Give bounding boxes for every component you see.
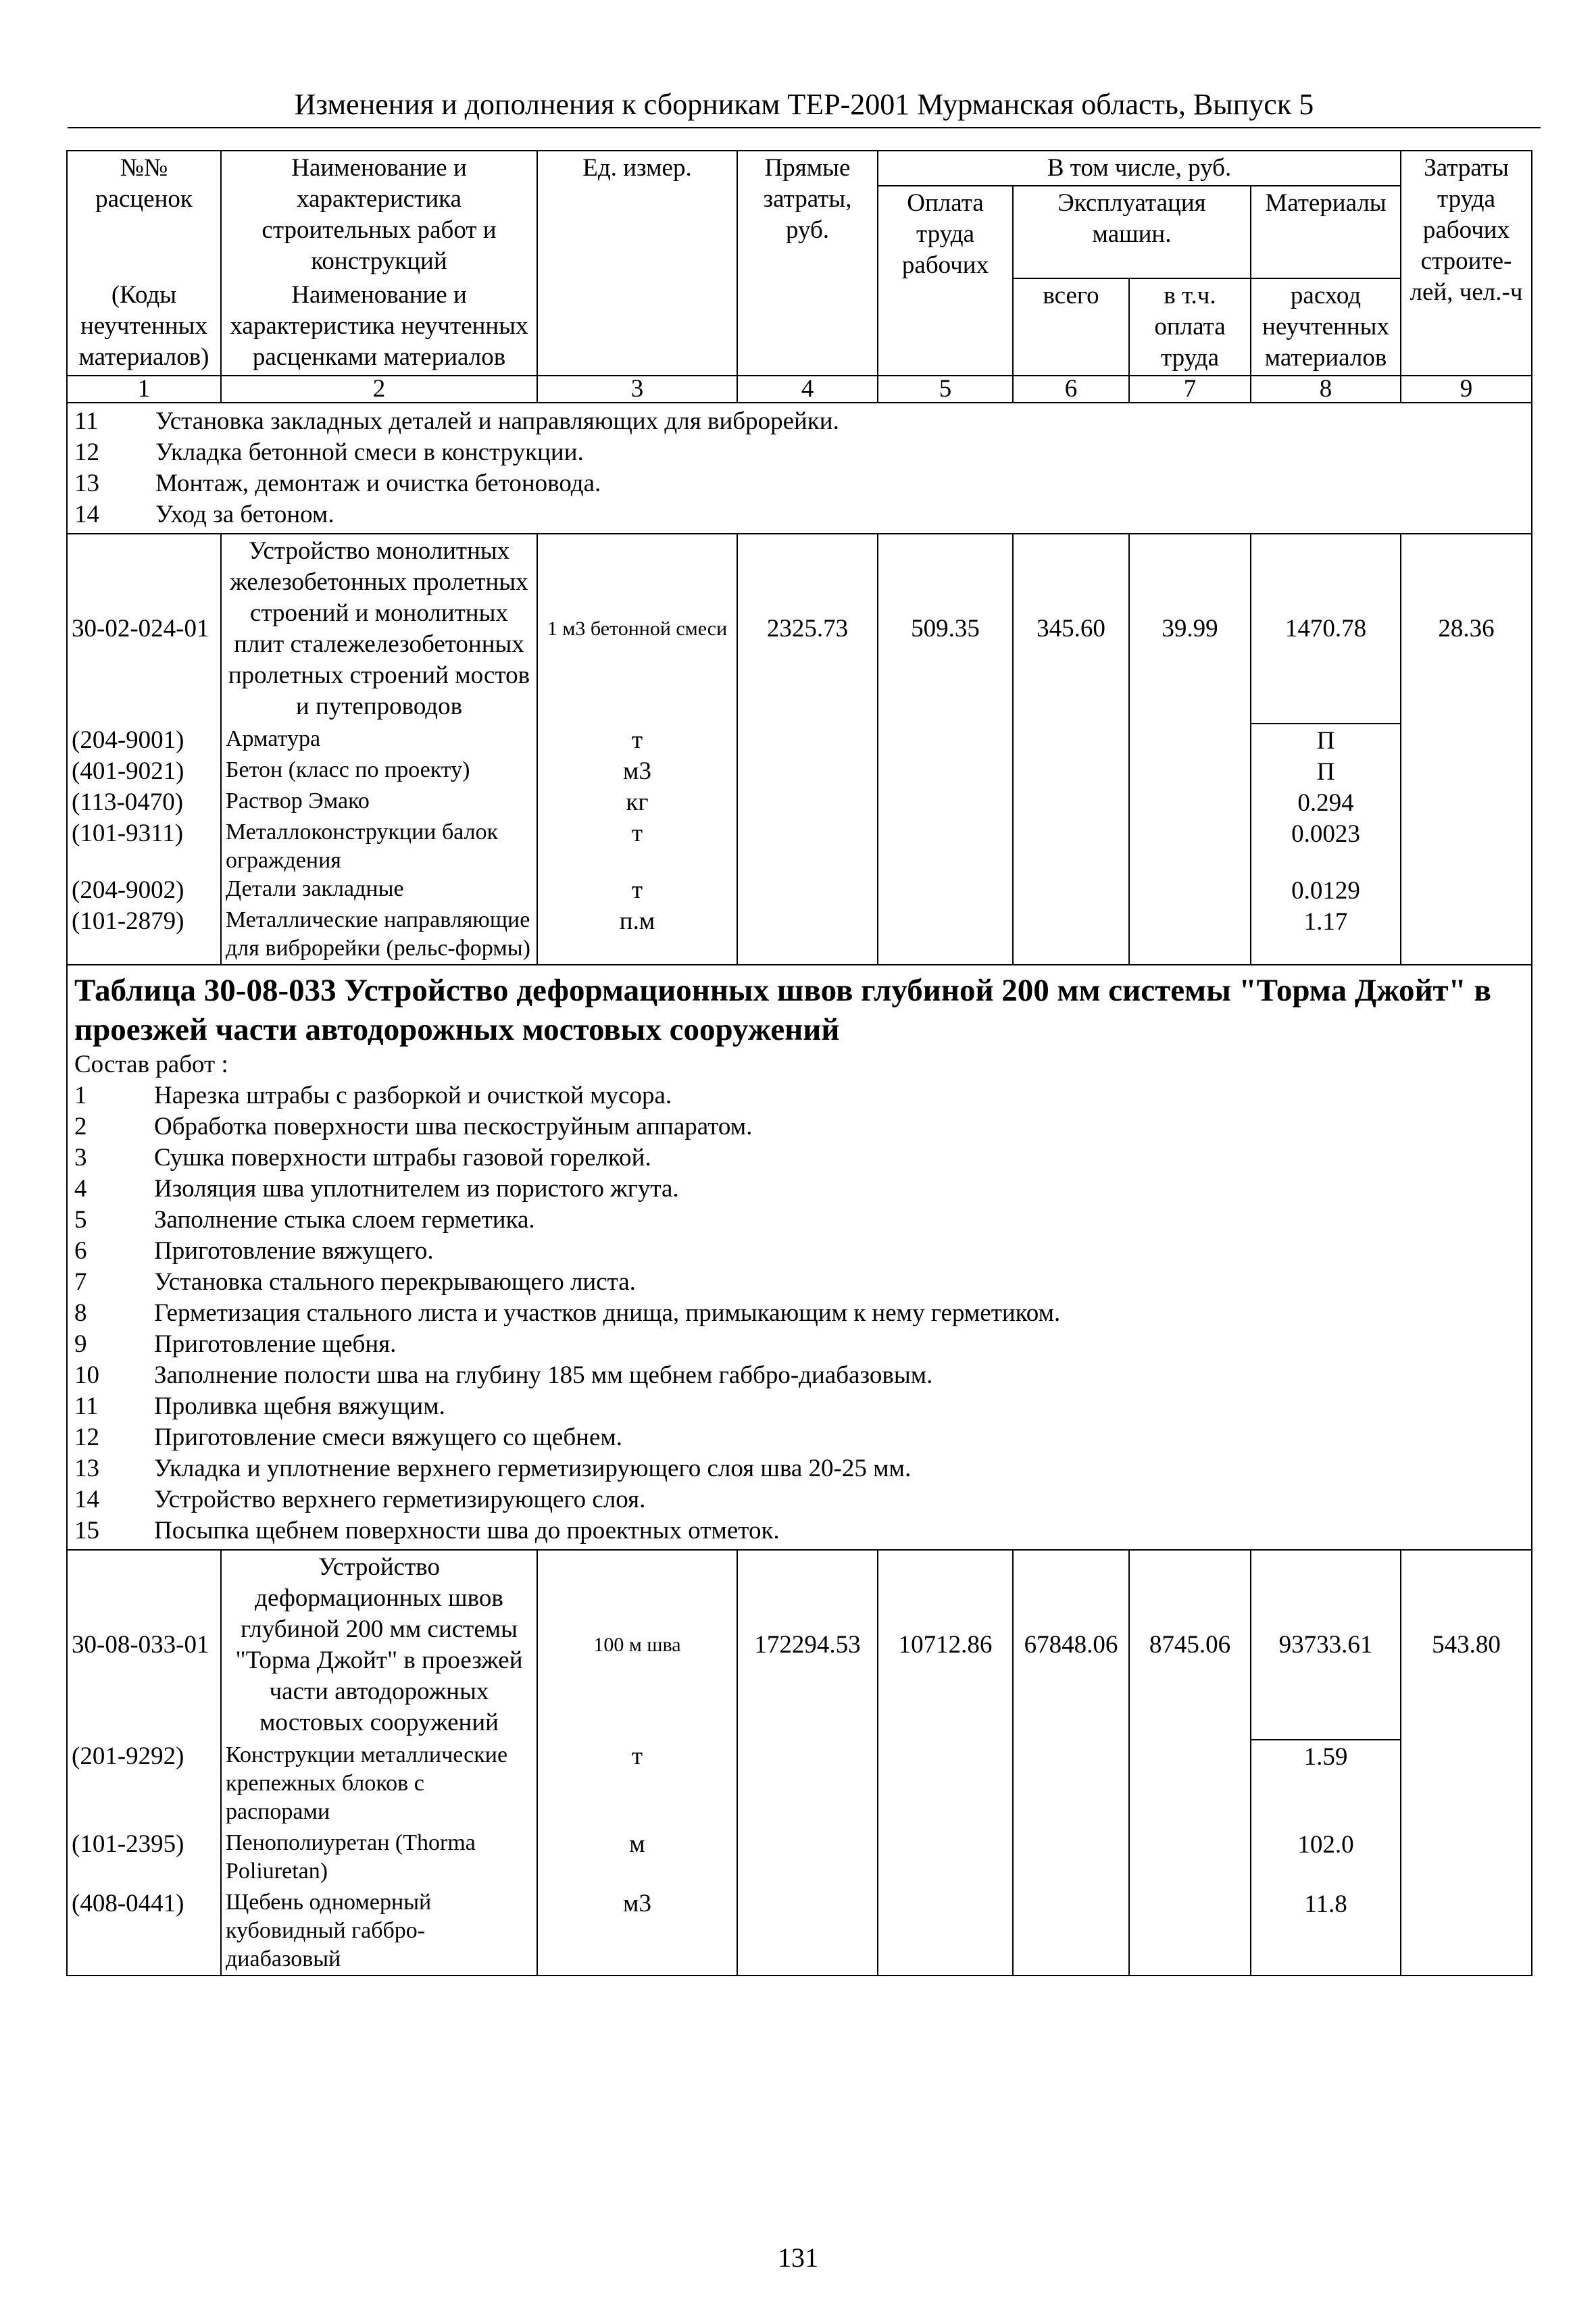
list-item: 6 Приготовление вяжущего. — [74, 1237, 434, 1265]
list-item: 15 Посыпка щебнем поверхности шва до проектных отметок. — [74, 1517, 780, 1544]
list-item: 12 Приготовление смеси вяжущего со щебнем. — [74, 1424, 623, 1451]
list-item: 3 Сушка поверхности штрабы газовой горелкой. — [74, 1144, 651, 1172]
material-code: (101-2879) — [72, 907, 184, 935]
rate-code: 30-08-033-01 — [67, 1550, 221, 1740]
list-item: 8 Герметизация стального листа и участков днища, примыкающим к нему герметиком. — [74, 1299, 1061, 1327]
material-usage: 11.8 — [1304, 1890, 1347, 1918]
material-usage: 1.59 — [1303, 1743, 1348, 1771]
list-item: 2 Обработка поверхности шва пескоструйным аппаратом. — [74, 1113, 753, 1140]
material-unit: м — [629, 1830, 645, 1858]
col-header-workcost: Затраты труда рабочих строите-лей, чел.-ч — [1401, 151, 1532, 376]
col-header-mach-total: всего — [1013, 278, 1129, 376]
material-name: Арматура — [226, 726, 321, 751]
material-code: (101-2395) — [72, 1830, 184, 1858]
column-number: 9 — [1401, 376, 1532, 403]
col-header-mat-usage: расход неучтенных материалов — [1251, 278, 1401, 376]
material-usage: 0.0023 — [1291, 820, 1360, 848]
rates-table — [66, 150, 1532, 1976]
list-item: 11 Установка закладных деталей и направляющих для виброрейки. — [74, 407, 839, 435]
list-item: 4 Изоляция шва уплотнителем из пористого жгута. — [74, 1175, 679, 1203]
material-code: (113-0470) — [72, 788, 184, 816]
rate-workcost: 28.36 — [1401, 534, 1532, 724]
rate-labor: 10712.86 — [878, 1550, 1013, 1740]
material-name: Металлические направляющие для виброрейки (рельс-формы) — [226, 907, 530, 961]
column-number: 5 — [878, 376, 1013, 403]
material-unit: т — [631, 876, 643, 904]
col-header-mach-labor: в т.ч. оплата труда — [1129, 278, 1251, 376]
material-unit: м3 — [623, 757, 651, 785]
col-header-code-materials: (Коды неучтенных материалов) — [67, 278, 221, 376]
work-steps-top — [67, 403, 1532, 534]
col-header-direct: Прямые затраты, руб. — [737, 151, 878, 376]
rate-unit: 100 м шва — [537, 1550, 737, 1740]
col-header-labor: Оплата труда рабочих — [878, 186, 1013, 376]
column-number: 4 — [737, 376, 878, 403]
material-unit: кг — [626, 788, 649, 816]
material-unit: т — [631, 1742, 643, 1770]
rate-labor: 509.35 — [878, 534, 1013, 724]
page-header: Изменения и дополнения к сборникам ТЕР-2001 Мурманская область, Выпуск 5 — [68, 86, 1541, 128]
material-name: Пенополиуретан (Thorma Poliuretan) — [226, 1830, 476, 1884]
list-item: 14 Устройство верхнего герметизирующего слоя. — [74, 1486, 646, 1513]
rate-direct: 172294.53 — [737, 1550, 878, 1740]
col-header-name-materials: Наименование и характеристика неучтенных расценками материалов — [221, 278, 537, 376]
material-code: (101-9311) — [72, 820, 184, 847]
list-item: 13 Монтаж, демонтаж и очистка бетоновода. — [74, 470, 601, 497]
table-row — [67, 1550, 1532, 1740]
column-number: 1 — [67, 376, 221, 403]
material-usage: П — [1316, 758, 1335, 786]
material-code: (204-9001) — [72, 726, 184, 754]
material-usage: 0.294 — [1297, 789, 1354, 817]
list-item: 11 Проливка щебня вяжущим. — [74, 1392, 445, 1420]
rate-mach-labor: 39.99 — [1129, 534, 1251, 724]
column-number: 2 — [221, 376, 537, 403]
table-row — [67, 724, 1532, 965]
material-usage: 1.17 — [1303, 908, 1348, 936]
list-item: 14 Уход за бетоном. — [74, 501, 334, 528]
list-item: 10 Заполнение полости шва на глубину 185 мм щебнем габбро-диабазовым. — [74, 1361, 933, 1389]
column-number: 3 — [537, 376, 737, 403]
rate-materials: 93733.61 — [1251, 1550, 1401, 1740]
col-header-code: №№ расценок — [67, 151, 221, 278]
list-item: 7 Установка стального перекрывающего листа. — [74, 1268, 636, 1296]
table-title: Таблица 30-08-033 Устройство деформационных швов глубиной 200 мм системы "Торма Джойт" в проезжей части автодорожных мостовых сооружений — [74, 973, 1491, 1047]
material-unit: т — [631, 820, 643, 847]
rate-direct: 2325.73 — [737, 534, 878, 724]
rate-mach-labor: 8745.06 — [1129, 1550, 1251, 1740]
rate-mach: 345.60 — [1013, 534, 1129, 724]
rate-unit: 1 м3 бетонной смеси — [537, 534, 737, 724]
material-name: Конструкции металлические крепежных блоков с распорами — [226, 1742, 508, 1824]
rate-materials: 1470.78 — [1251, 534, 1401, 724]
col-header-materials: Материалы — [1251, 186, 1401, 278]
material-unit: м3 — [623, 1890, 651, 1917]
table-section — [67, 965, 1532, 1550]
list-item: 9 Приготовление щебня. — [74, 1330, 397, 1358]
column-number: 7 — [1129, 376, 1251, 403]
material-name: Детали закладные — [226, 876, 404, 901]
material-name: Щебень одномерный кубовидный габбро-диабазовый — [226, 1890, 432, 1971]
material-code: (201-9292) — [72, 1742, 184, 1770]
rate-mach: 67848.06 — [1013, 1550, 1129, 1740]
material-code: (204-9002) — [72, 876, 184, 904]
page-number: 131 — [778, 2242, 818, 2273]
material-usage: П — [1316, 727, 1335, 755]
material-code: (401-9021) — [72, 757, 184, 785]
material-usage: 102.0 — [1297, 1831, 1354, 1859]
rate-name: Устройство деформационных швов глубиной 200 мм системы "Торма Джойт" в проезжей части автодорожных мостовых сооружений — [221, 1550, 537, 1740]
table-row — [67, 534, 1532, 724]
material-name: Раствор Эмако — [226, 788, 370, 813]
material-name: Металлоконструкции балок ограждения — [226, 820, 499, 873]
material-unit: п.м — [619, 907, 655, 935]
col-header-incl: В том числе, руб. — [878, 151, 1401, 186]
list-item: 12 Укладка бетонной смеси в конструкции. — [74, 438, 584, 466]
column-number: 6 — [1013, 376, 1129, 403]
column-number: 8 — [1251, 376, 1401, 403]
column-numbers-row — [67, 376, 1532, 403]
col-header-machines: Эксплуатация машин. — [1013, 186, 1251, 278]
rate-workcost: 543.80 — [1401, 1550, 1532, 1740]
col-header-name: Наименование и характеристика строительных работ и конструкций — [221, 151, 537, 278]
list-item: 13 Укладка и уплотнение верхнего герметизирующего слоя шва 20-25 мм. — [74, 1455, 912, 1482]
rate-name: Устройство монолитных железобетонных пролетных строений и монолитных плит сталежелезобетонных пролетных строений мостов и путепроводов — [221, 534, 537, 724]
table-row — [67, 1740, 1532, 1976]
list-item: 5 Заполнение стыка слоем герметика. — [74, 1206, 535, 1234]
material-usage: 0.0129 — [1291, 877, 1360, 905]
material-name: Бетон (класс по проекту) — [226, 757, 470, 782]
material-code: (408-0441) — [72, 1890, 184, 1917]
list-item: 1 Нарезка штрабы с разборкой и очисткой мусора. — [74, 1082, 672, 1109]
col-header-unit: Ед. измер. — [537, 151, 737, 376]
material-unit: т — [631, 726, 643, 754]
work-composition-label: Состав работ : — [74, 1051, 228, 1078]
rate-code: 30-02-024-01 — [67, 534, 221, 724]
